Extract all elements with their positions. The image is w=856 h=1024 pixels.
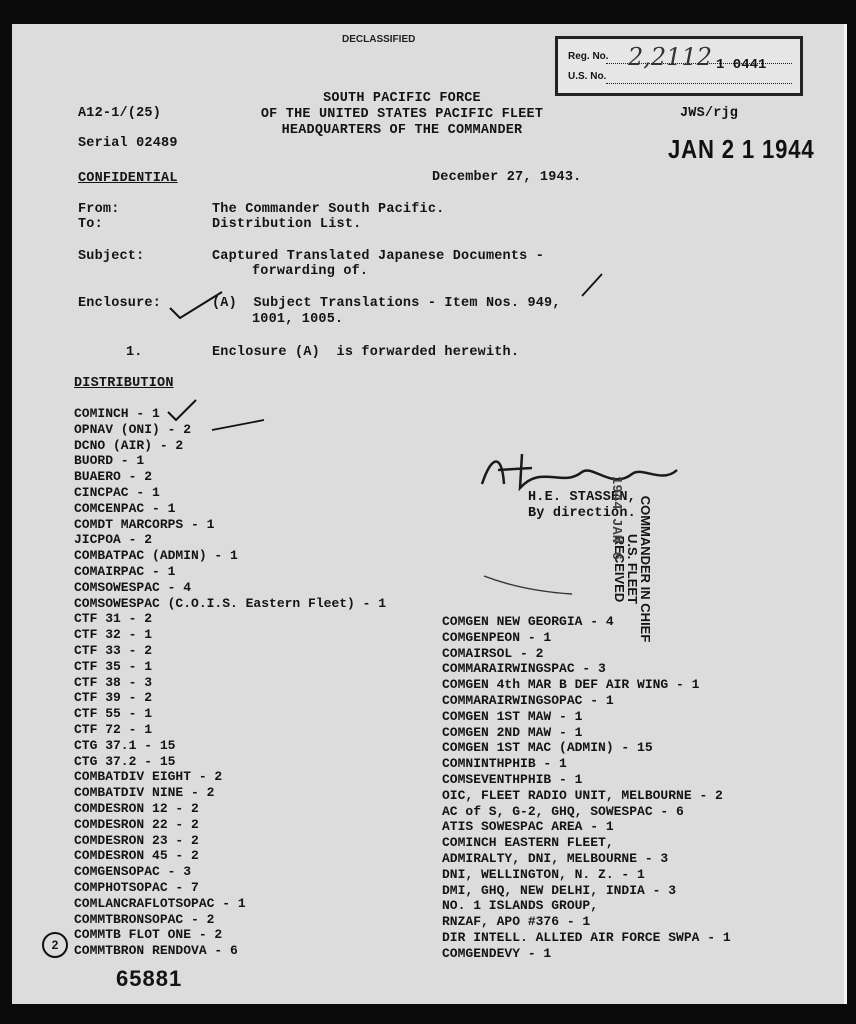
enclosure-label: Enclosure: [78,296,162,311]
distribution-entry: ADMIRALTY, DNI, MELBOURNE - 3 [442,850,669,866]
from-value: The Commander South Pacific. [212,202,445,217]
distribution-entry: CTF 31 - 2 [74,611,153,627]
distribution-entry: CTF 33 - 2 [74,642,153,658]
distribution-entry: COMCENPAC - 1 [74,500,176,516]
distribution-entry: COMDESRON 45 - 2 [74,848,199,864]
document-number: 65881 [116,966,183,991]
distribution-entry: CTF 55 - 1 [74,706,153,722]
distribution-entry: CINCPAC - 1 [74,484,160,500]
distribution-entry: CTF 35 - 1 [74,658,153,674]
distribution-entry: COMGEN 1ST MAC (ADMIN) - 15 [442,740,653,756]
received-line-1: COMMANDER IN CHIEF [638,495,653,643]
subject-label: Subject: [78,249,145,264]
distribution-entry: NO. 1 ISLANDS GROUP, [442,898,599,914]
distribution-heading: DISTRIBUTION [74,376,174,391]
distribution-entry: COMDT MARCORPS - 1 [74,516,215,532]
classification-label: CONFIDENTIAL [78,171,178,186]
distribution-entry: COMGENDEVY - 1 [442,945,552,961]
signatory-by: By direction. [528,506,636,521]
distribution-entry: COMMARAIRWINGSOPAC - 1 [442,692,614,708]
distribution-entry: COMNINTHPHIB - 1 [442,756,567,772]
document-page [12,24,847,1004]
pen-curve-mark [480,570,580,600]
distribution-entry: BUAERO - 2 [74,469,153,485]
distribution-entry: COMSEVENTHPHIB - 1 [442,771,583,787]
distribution-entry: COMGENSOPAC - 3 [74,864,192,880]
typist-initials: JWS/rjg [680,106,739,121]
org-line-2: OF THE UNITED STATES PACIFIC FLEET [260,107,544,122]
distribution-entry: COMGEN 1ST MAW - 1 [442,708,583,724]
org-line-1: SOUTH PACIFIC FORCE [323,91,481,106]
checkmark-cominch [162,396,202,426]
distribution-entry: CTF 39 - 2 [74,690,153,706]
distribution-list-right [442,614,731,962]
distribution-entry: OIC, FLEET RADIO UNIT, MELBOURNE - 2 [442,787,723,803]
paragraph-text: Enclosure (A) is forwarded herewith. [212,345,520,360]
received-line-3: RECEIVED [612,535,627,603]
to-value: Distribution List. [212,217,362,232]
distribution-entry: COMLANCRAFLOTSOPAC - 1 [74,895,246,911]
distribution-entry: COMINCH - 1 [74,406,160,421]
distribution-entry: COMBATDIV NINE - 2 [74,785,215,801]
distribution-entry: DNI, WELLINGTON, N. Z. - 1 [442,866,645,882]
received-stamp-date: 1944 JAN 6 [608,476,624,561]
declassified-stamp: DECLASSIFIED [342,34,416,45]
file-reference: A12-1/(25) [78,106,162,121]
distribution-entry: CTF 38 - 3 [74,674,153,690]
registry-stamp [555,36,803,96]
distribution-entry: OPNAV (ONI) - 2 [74,421,192,437]
received-line-2: U.S. FLEET [625,533,640,605]
distribution-entry: COMGENPEON - 1 [442,629,552,645]
distribution-entry: COMMARAIRWINGSPAC - 3 [442,661,606,677]
distribution-entry: COMBATDIV EIGHT - 2 [74,769,223,785]
reg-label-2: U.S. No. [568,71,607,82]
distribution-entry: COMBATPAC (ADMIN) - 1 [74,548,238,564]
distribution-entry: ATIS SOWESPAC AREA - 1 [442,819,614,835]
distribution-entry: DIR INTELL. ALLIED AIR FORCE SWPA - 1 [442,929,731,945]
distribution-entry: COMMTBRONSOPAC - 2 [74,911,215,927]
distribution-entry: COMAIRSOL - 2 [442,645,544,661]
reg-code: 1 0441 [716,57,767,73]
distribution-list-left [74,406,386,959]
circled-number: 2 [42,932,68,958]
distribution-entry: COMGEN NEW GEORGIA - 4 [442,614,614,629]
distribution-entry: COMDESRON 12 - 2 [74,800,199,816]
distribution-entry: COMPHOTSOPAC - 7 [74,879,199,895]
enclosure-line-1: (A) Subject Translations - Item Nos. 949, [212,296,561,311]
distribution-entry: CTG 37.1 - 15 [74,737,176,753]
distribution-entry: COMSOWESPAC (C.O.I.S. Eastern Fleet) - 1 [74,595,387,611]
distribution-entry: RNZAF, APO #376 - 1 [442,914,591,930]
subject-line-1: Captured Translated Japanese Documents - [212,249,545,264]
distribution-entry: DMI, GHQ, NEW DELHI, INDIA - 3 [442,882,677,898]
distribution-entry: COMGEN 4th MAR B DEF AIR WING - 1 [442,677,700,693]
from-label: From: [78,202,120,217]
to-label: To: [78,217,103,232]
distribution-entry: COMAIRPAC - 1 [74,563,176,579]
pen-stroke-item-nos [578,270,608,300]
distribution-entry: CTF 32 - 1 [74,627,153,643]
reg-line-2 [606,83,792,84]
distribution-entry: DCNO (AIR) - 2 [74,437,184,453]
org-line-3: HEADQUARTERS OF THE COMMANDER [281,123,523,138]
signatory-name: H.E. STASSEN, [528,490,636,505]
distribution-entry: COMDESRON 23 - 2 [74,832,199,848]
distribution-entry: COMDESRON 22 - 2 [74,816,199,832]
subject-line-2: forwarding of. [252,264,369,279]
distribution-entry: JICPOA - 2 [74,532,153,548]
distribution-entry: COMINCH EASTERN FLEET, [442,835,614,851]
paragraph-number: 1. [126,345,143,360]
memo-date: December 27, 1943. [432,170,582,185]
pen-stroke-opnav [210,416,270,436]
reg-label-1: Reg. No. [568,51,609,62]
enclosure-line-2: 1001, 1005. [252,312,344,327]
distribution-entry: AC of S, G-2, GHQ, SOWESPAC - 6 [442,803,684,819]
received-date-stamp: JAN 2 1 1944 [668,134,815,164]
serial-number: Serial 02489 [78,136,178,151]
distribution-entry: CTF 72 - 1 [74,721,153,737]
distribution-entry: COMSOWESPAC - 4 [74,579,192,595]
distribution-entry: COMGEN 2ND MAW - 1 [442,724,583,740]
distribution-entry: COMMTBRON RENDOVA - 6 [74,943,238,959]
distribution-entry: COMMTB FLOT ONE - 2 [74,927,223,943]
reg-number-handwritten: 2,2112 [628,43,712,71]
distribution-entry: CTG 37.2 - 15 [74,753,176,769]
checkmark-enclosure [162,286,232,326]
distribution-entry: BUORD - 1 [74,453,145,469]
